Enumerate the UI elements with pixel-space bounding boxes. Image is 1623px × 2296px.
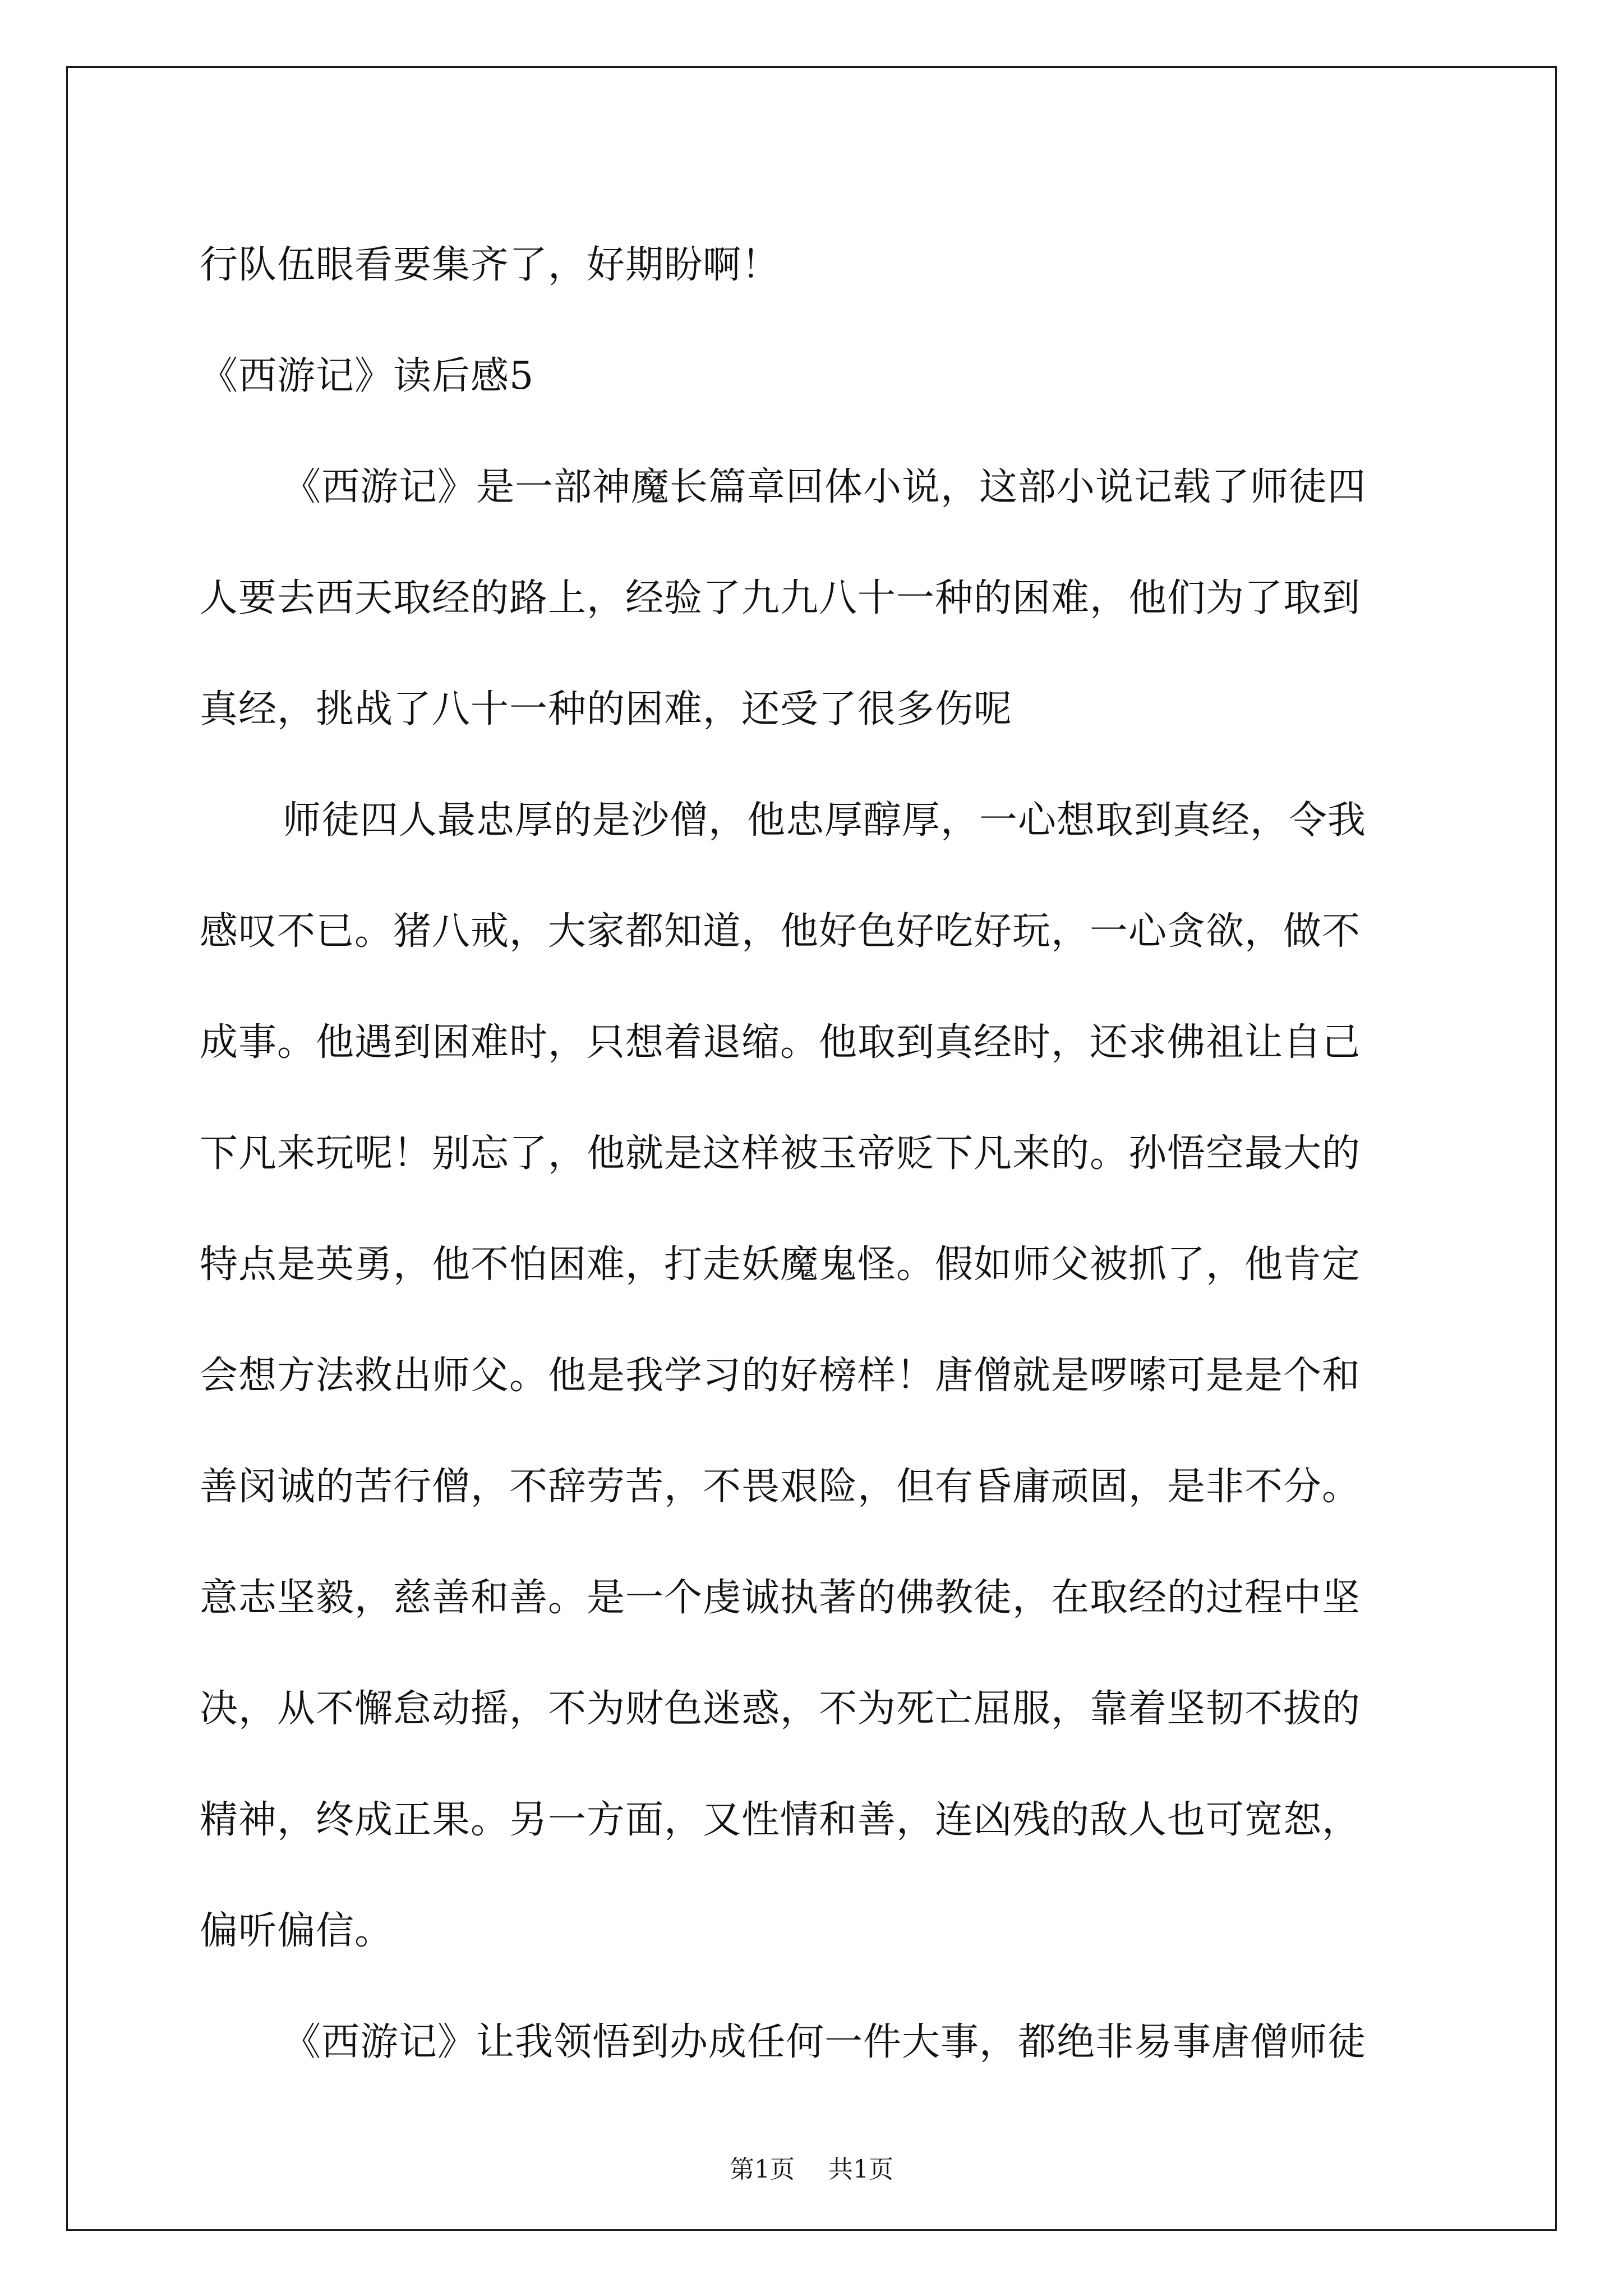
text-line: 下凡来玩呢！别忘了，他就是这样被玉帝贬下凡来的。孙悟空最大的	[200, 1131, 1361, 1176]
text-line: 精神，终成正果。另一方面，又性情和善，连凶残的敌人也可宽恕，	[200, 1798, 1361, 1842]
text-line: 行队伍眼看要集齐了，好期盼啊！	[200, 243, 781, 287]
text-line: 师徒四人最忠厚的是沙僧，他忠厚醇厚，一心想取到真经，令我	[283, 798, 1367, 843]
text-line: 偏听偏信。	[200, 1909, 394, 1953]
document-body	[200, 210, 1429, 2098]
page-total: 共1页	[828, 2155, 893, 2184]
text-line: 善闵诚的苦行僧，不辞劳苦，不畏艰险，但有昏庸顽固，是非不分。	[200, 1465, 1361, 1509]
text-line: 会想方法救出师父。他是我学习的好榜样！唐僧就是啰嗦可是是个和	[200, 1354, 1361, 1398]
text-line: 特点是英勇，他不怕困难，打走妖魔鬼怪。假如师父被抓了，他肯定	[200, 1243, 1361, 1287]
text-line: 成事。他遇到困难时，只想着退缩。他取到真经时，还求佛祖让自己	[200, 1020, 1361, 1065]
text-line: 人要去西天取经的路上，经验了九九八十一种的困难，他们为了取到	[200, 576, 1361, 620]
text-line: 真经，挑战了八十一种的困难，还受了很多伤呢	[200, 687, 1013, 731]
text-line: 决，从不懈怠动摇，不为财色迷惑，不为死亡屈服，靠着坚韧不拔的	[200, 1687, 1361, 1731]
section-heading: 《西游记》读后感5	[200, 354, 534, 398]
text-line: 意志坚毅，慈善和善。是一个虔诚执著的佛教徒，在取经的过程中坚	[200, 1576, 1361, 1620]
text-line: 《西游记》是一部神魔长篇章回体小说，这部小说记载了师徒四	[283, 465, 1367, 509]
page-footer	[0, 2153, 1623, 2187]
page-number: 第1页	[730, 2155, 795, 2184]
text-line: 感叹不已。猪八戒，大家都知道，他好色好吃好玩，一心贪欲，做不	[200, 909, 1361, 954]
text-line: 《西游记》让我领悟到办成任何一件大事，都绝非易事唐僧师徒	[283, 2020, 1367, 2064]
